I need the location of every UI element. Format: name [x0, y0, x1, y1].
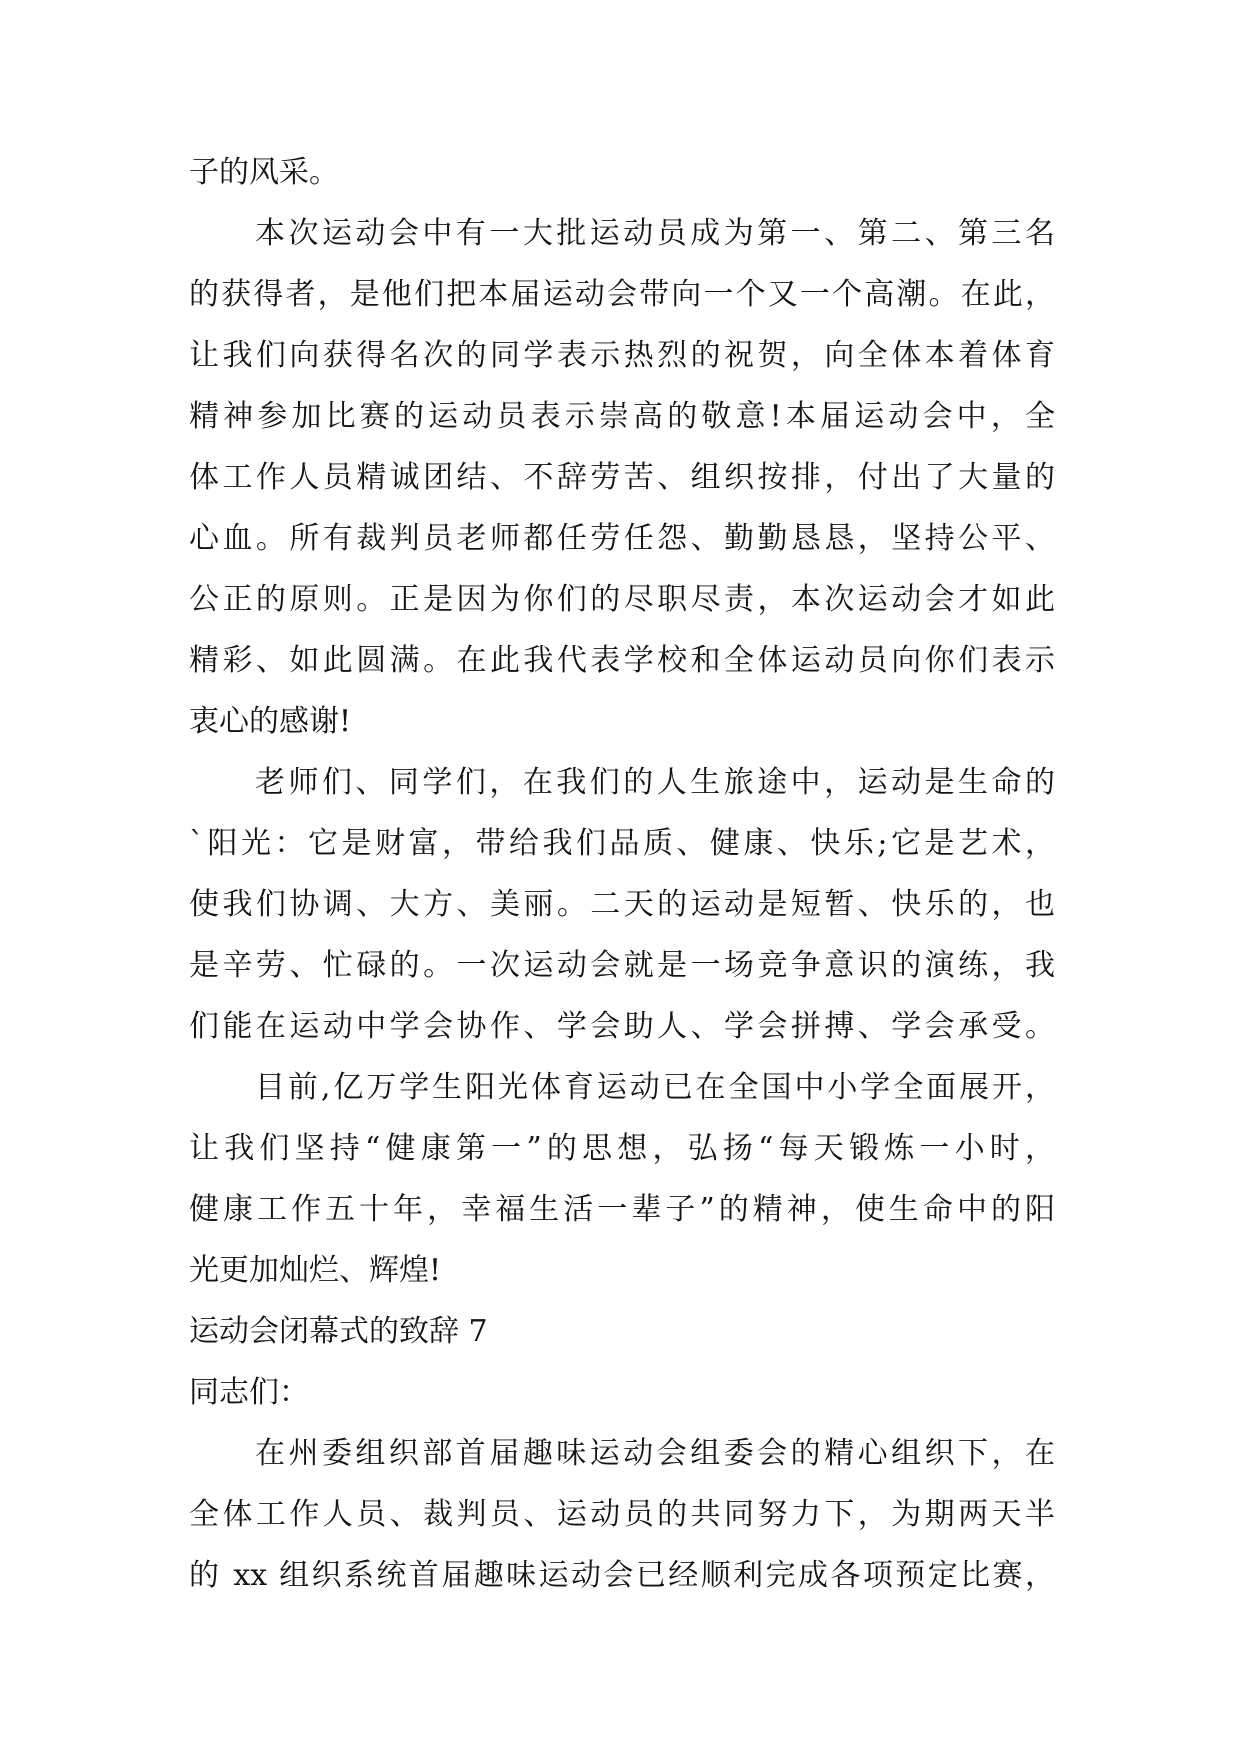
section-heading: 运动会闭幕式的致辞 7	[189, 1314, 488, 1349]
text-line: 子的风采。	[189, 155, 339, 190]
text-line: 老师们、同学们，在我们的人生旅途中，运动是生命的	[255, 765, 1055, 800]
text-line: 公正的原则。正是因为你们的尽职尽责，本次运动会才如此	[189, 582, 1055, 617]
text-line: 们能在运动中学会协作、学会助人、学会拼搏、学会承受。	[189, 1009, 1055, 1044]
text-line: 的获得者，是他们把本届运动会带向一个又一个高潮。在此，	[189, 277, 1055, 312]
text-line: 精彩、如此圆满。在此我代表学校和全体运动员向你们表示	[189, 643, 1055, 678]
text-line: 精神参加比赛的运动员表示崇高的敬意!本届运动会中，全	[189, 399, 1055, 434]
text-line: 目前,亿万学生阳光体育运动已在全国中小学全面展开，	[255, 1070, 1055, 1105]
paragraph	[189, 752, 1055, 1057]
text-line: 的 xx 组织系统首届趣味运动会已经顺利完成各项预定比赛，	[189, 1558, 1055, 1593]
text-line: 在州委组织部首届趣味运动会组委会的精心组织下，在	[255, 1436, 1055, 1471]
text-line: 让我们向获得名次的同学表示热烈的祝贺，向全体本着体育	[189, 338, 1055, 373]
text-line: 本次运动会中有一大批运动员成为第一、第二、第三名	[255, 216, 1055, 251]
paragraph	[189, 142, 1055, 203]
text-line: 体工作人员精诚团结、不辞劳苦、组织按排，付出了大量的	[189, 460, 1055, 495]
paragraph	[189, 1057, 1055, 1301]
text-line: 让我们坚持“健康第一”的思想，弘扬“每天锻炼一小时，	[189, 1131, 1055, 1166]
text-line: 衷心的感谢!	[189, 704, 352, 739]
paragraph	[189, 203, 1055, 752]
text-line: 使我们协调、大方、美丽。二天的运动是短暂、快乐的，也	[189, 887, 1055, 922]
paragraph	[189, 1423, 1055, 1606]
text-line: 心血。所有裁判员老师都任劳任怨、勤勤恳恳，坚持公平、	[189, 521, 1055, 556]
text-line: `阳光：它是财富，带给我们品质、健康、快乐;它是艺术，	[189, 826, 1055, 861]
salutation: 同志们：	[189, 1375, 309, 1410]
text-line: 是辛劳、忙碌的。一次运动会就是一场竞争意识的演练，我	[189, 948, 1055, 983]
text-line: 光更加灿烂、辉煌!	[189, 1253, 442, 1288]
document-body	[189, 142, 1055, 1606]
text-line: 全体工作人员、裁判员、运动员的共同努力下，为期两天半	[189, 1497, 1055, 1532]
text-line: 健康工作五十年，幸福生活一辈子”的精神，使生命中的阳	[189, 1192, 1055, 1227]
